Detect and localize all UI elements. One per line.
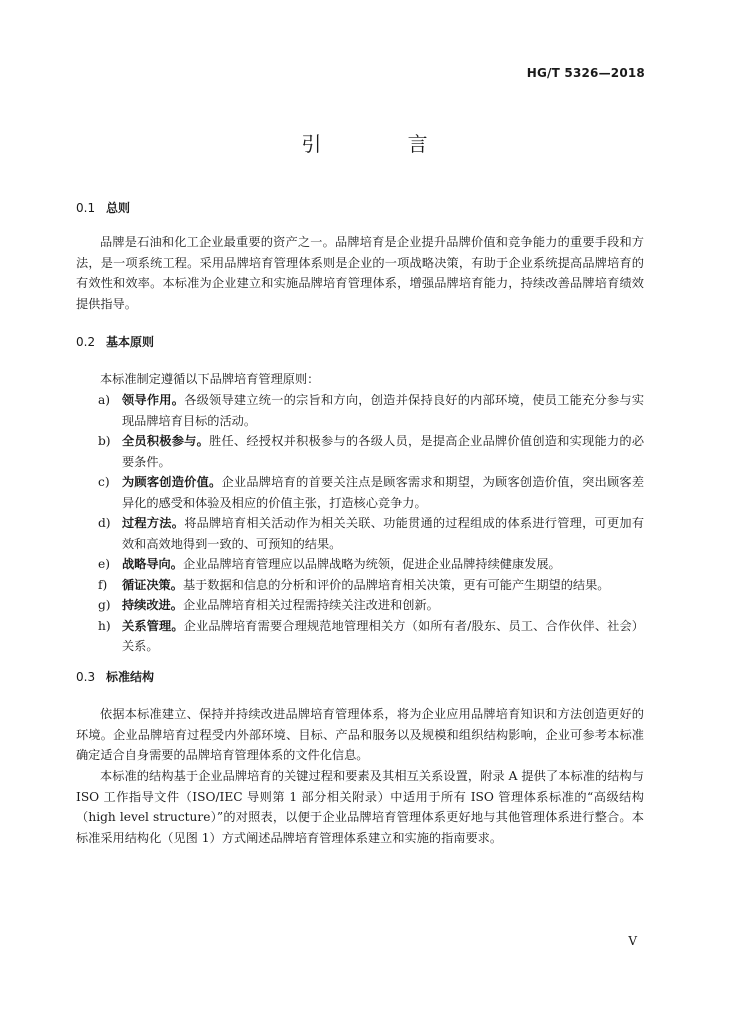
- section-title: 基本原则: [106, 335, 155, 349]
- list-item: [76, 595, 644, 616]
- list-item: [76, 554, 644, 575]
- item-marker: b): [98, 434, 111, 448]
- structure-paragraph: 依据本标准建立、保持并持续改进品牌培育管理体系，将为企业应用品牌培育知识和方法创造更好的环境。企业品牌培育过程受内外部环境、目标、产品和服务以及规模和组织结构影响，企业可参考本标准确定适合自身需要的品牌培育管理体系的文件化信息。: [76, 707, 644, 762]
- item-marker: a): [98, 393, 111, 407]
- page-title: 引 言: [301, 132, 468, 156]
- item-marker: c): [98, 475, 110, 489]
- item-text: 企业品牌培育相关过程需持续关注改进和创新。: [182, 598, 439, 612]
- section-heading-0-3: [76, 668, 154, 685]
- section-number: 0.3: [76, 670, 96, 684]
- item-term: 循证决策。: [122, 577, 183, 592]
- item-text: 将品牌培育相关活动作为相关关联、功能贯通的过程组成的体系进行管理，可更加有效和高效地得到一致的、可预知的结果。: [122, 516, 645, 551]
- list-item: [76, 390, 644, 431]
- list-item: [76, 472, 644, 513]
- item-text: 基于数据和信息的分析和评价的品牌培育相关决策，更有可能产生期望的结果。: [182, 577, 610, 592]
- principles-intro: 本标准制定遵循以下品牌培育管理原则：: [100, 372, 320, 386]
- general-paragraph: 品牌是石油和化工企业最重要的资产之一。品牌培育是企业提升品牌价值和竞争能力的重要手段和方法，是一项系统工程。采用品牌培育管理体系则是企业的一项战略决策，有助于企业系统提高品牌培育的有效性和效率。本标准为企业建立和实施品牌培育管理体系，增强品牌培育能力，持续改善品牌培育绩效提供指导。: [76, 235, 644, 311]
- section-title: 标准结构: [106, 670, 155, 684]
- item-marker: f): [98, 577, 108, 592]
- item-term: 过程方法。: [122, 516, 185, 530]
- item-term: 关系管理。: [122, 618, 184, 633]
- item-text: 企业品牌培育的首要关注点是顾客需求和期望，为顾客创造价值，突出顾客差异化的感受和体验及相应的价值主张，打造核心竞争力。: [122, 475, 645, 510]
- list-item: [76, 513, 644, 554]
- section-title: 总则: [106, 201, 131, 215]
- section-number: 0.1: [76, 201, 96, 215]
- item-marker: h): [98, 618, 111, 633]
- page-number: V: [628, 934, 637, 948]
- item-text: 企业品牌培育需要合理规范地管理相关方（如所有者/股东、员工、合作伙伴、社会）关系。: [122, 618, 644, 653]
- section-heading-0-2: [76, 333, 154, 350]
- list-item: [76, 616, 644, 657]
- item-term: 持续改进。: [122, 598, 183, 612]
- section-number: 0.2: [76, 335, 96, 349]
- item-marker: d): [98, 516, 111, 530]
- list-item: [76, 575, 644, 596]
- item-term: 领导作用。: [122, 393, 185, 407]
- item-marker: e): [98, 557, 110, 571]
- list-item: [76, 431, 644, 472]
- structure-paragraph: 本标准的结构基于企业品牌培育的关键过程和要素及其相互关系设置，附录 A 提供了本标准的结构与 ISO 工作指导文件（ISO/IEC 导则第 1 部分相关附录）中适用于所有 ISO 管理体系标准的“高级结构（high level structure）”的对照表，以便于企业品牌培育管理体系更好地与其他管理体系进行整合。本标准采用结构化（见图 1）方式阐述品牌培育管理体系建立和实施的指南要求。: [76, 769, 644, 845]
- standard-code: HG/T 5326—2018: [526, 66, 645, 80]
- item-text: 各级领导建立统一的宗旨和方向，创造并保持良好的内部环境，使员工能充分参与实现品牌培育目标的活动。: [122, 393, 645, 428]
- principles-list: [76, 390, 644, 657]
- item-term: 全员积极参与。: [122, 434, 210, 448]
- item-text: 胜任、经授权并积极参与的各级人员，是提高企业品牌价值创造和实现能力的必要条件。: [122, 434, 645, 469]
- section-heading-0-1: [76, 199, 130, 216]
- item-term: 为顾客创造价值。: [122, 475, 222, 489]
- item-term: 战略导向。: [122, 557, 183, 571]
- item-marker: g): [98, 598, 111, 612]
- item-text: 企业品牌培育管理应以品牌战略为统领，促进企业品牌持续健康发展。: [182, 557, 561, 571]
